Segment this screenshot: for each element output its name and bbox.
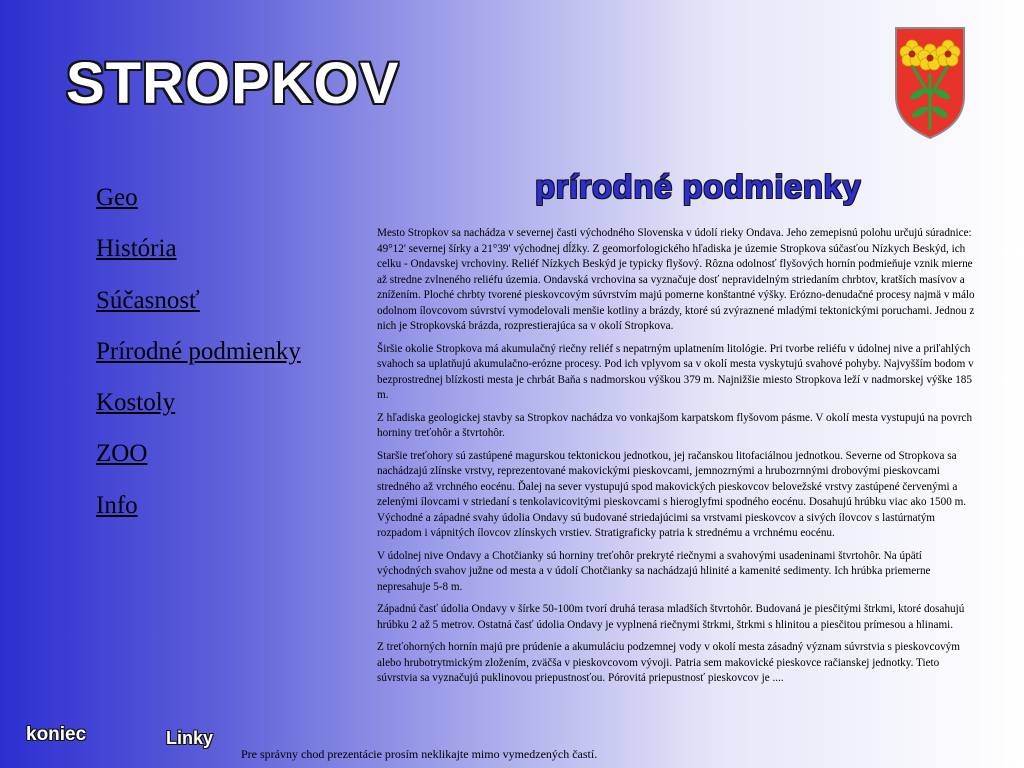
content-paragraph: Západnú časť údolia Ondavy v šírke 50-100m tvorí druhá terasa mladších štvrtohôr. Budovaná je piesčitými štrkmi, ktoré dosahujú hrúbku 2 až 5 metrov. Ostatná časť údolia Ondavy je vyplnená riečnymi štrkmi, štrkmi s hlinitou a piesčitou prímesou a hlinami. — [377, 603, 965, 631]
nav-link-historia[interactable]: História — [96, 235, 177, 263]
content-paragraph: Z treťohorných hornín majú pre prúdenie a akumuláciu podzemnej vody v okolí mesta zásadný význam súvrstvia s pieskovcovým alebo hrubotrytmickým zložením, zväčša v pieskovcovom vývoji. Patria sem makovické pieskovce račianskej jednotky. Tieto súvrstvia sa vyznačujú puklinovou priepustnosťou. Pórovitá priepustnosť pieskovcov je .... — [377, 641, 960, 684]
nav-item-geo — [96, 184, 301, 235]
nav-link-prirodne-podmienky[interactable]: Prírodné podmienky — [96, 337, 301, 365]
nav-item-kostoly — [96, 389, 301, 440]
page-title: STROPKOV — [66, 51, 400, 116]
nav-item-sucasnost — [96, 287, 301, 338]
nav-item-historia — [96, 235, 301, 286]
content-paragraph: V údolnej nive Ondavy a Chotčianky sú horniny treťohôr prekryté riečnymi a svahovými usadeninami štvrtohôr. Na úpätí východných svahov južne od mesta a v údolí Chotčianky sa nachádzajú hlinité a kamenité sedimenty. Ich hrúbka priemerne nepresahuje 5-8 m. — [377, 549, 931, 593]
nav-link-sucasnost[interactable]: Súčasnosť — [96, 286, 200, 314]
content-paragraph: Staršie treťohory sú zastúpené magurskou tektonickou jednotkou, jej račanskou litofaciálnou jednotkou. Severne od Stropkova sa nachádzajú zlínske vrstvy, reprezentované makovickými pieskovcami, jemnozrnými a hrubozrnnými drobovými pieskovcami stredného až vrchného eocénu. Ďalej na sever vystupujú spod makovických pieskovcov belovežské vrstvy zastúpené červenými a zelenými ílovcami v striedaní s tenkolavicovitými pieskovcami s hieroglyfmi spodného eocénu. Dosahujú hrúbku viac ako 1500 m. Východné a západné svahy údolia Ondavy sú budované striedajúcimi sa vrstvami pieskovcov a sivých ílovcov s lastúrnatým rozpadom i vápnitých ílovcov zlínskych vrstiev. Stratigraficky patria k strednému a vrchnému eocénu. — [377, 449, 967, 539]
main-nav — [96, 184, 301, 543]
section-title: prírodné podmienky — [535, 168, 862, 205]
content-paragraph: Širšie okolie Stropkova má akumulačný riečny reliéf s nepatrným uplatnením litológie. Pri tvorbe reliéfu v údolnej nive a priľahlých svahoch sa uplatňujú akumulačno-erózne procesy. Pod ich vplyvom sa v okolí mesta vyskytujú svahové pohyby. Najvyšším bodom v bezprostrednej blízkosti mesta je chrbát Baňa s nadmorskou výškou 379 m. Najnižšie miesto Stropkova leží v nadmorskej výške 185 m. — [377, 342, 974, 401]
koniec-button[interactable]: koniec — [26, 724, 87, 745]
nav-item-info — [96, 492, 301, 543]
content-paragraph: Z hľadiska geologickej stavby sa Stropkov nachádza vo vonkajšom karpatskom flyšovom pásme. V okolí mesta vystupujú na povrch horniny treťohôr a štvrtohôr. — [377, 411, 973, 439]
content-paragraph: Mesto Stropkov sa nachádza v severnej časti východného Slovenska v údolí rieky Ondava. Jeho zemepisnú polohu určujú súradnice: 49°12' severnej šírky a 21°39' východnej dĺžky. Z geomorfologického hľadiska je územie Stropkova súčasťou Nízkych Beskýd, ich celku - Ondavskej vrchoviny. Reliéf Nízkych Beskýd je typicky flyšový. Rôzna odolnosť flyšových hornín podmieňuje vznik mierne až stredne zvlneného reliéfu územia. Ondavská vrchovina sa vyznačuje dosť nepravidelným striedaním chrbtov, kratších masívov a znížením. Ploché chrbty tvorené pieskovcovým súvrstvím majú pomerne konštantné výšky. Erózno-denudačné procesy najmä v málo odolnom ílovcovom súvrství vymodelovali menšie kotliny a brázdy, ktoré sú zvýraznené mladými tektonickými poruchami. Jednou z nich je Stropkovská brázda, rozprestierajúca sa v okolí Stropkova. — [377, 227, 975, 332]
nav-link-kostoly[interactable]: Kostoly — [96, 389, 176, 417]
content-text — [377, 226, 975, 750]
nav-link-zoo[interactable]: ZOO — [96, 440, 148, 468]
nav-item-zoo — [96, 440, 301, 491]
nav-link-geo[interactable]: Geo — [96, 184, 138, 211]
linky-button[interactable]: Linky — [166, 728, 214, 748]
footer-note: Pre správny chod prezentácie prosím neklikajte mimo vymedzených častí. — [241, 747, 598, 761]
nav-link-info[interactable]: Info — [96, 491, 138, 519]
nav-item-prirodne-podmienky — [96, 338, 301, 389]
coat-of-arms-icon — [894, 26, 966, 140]
